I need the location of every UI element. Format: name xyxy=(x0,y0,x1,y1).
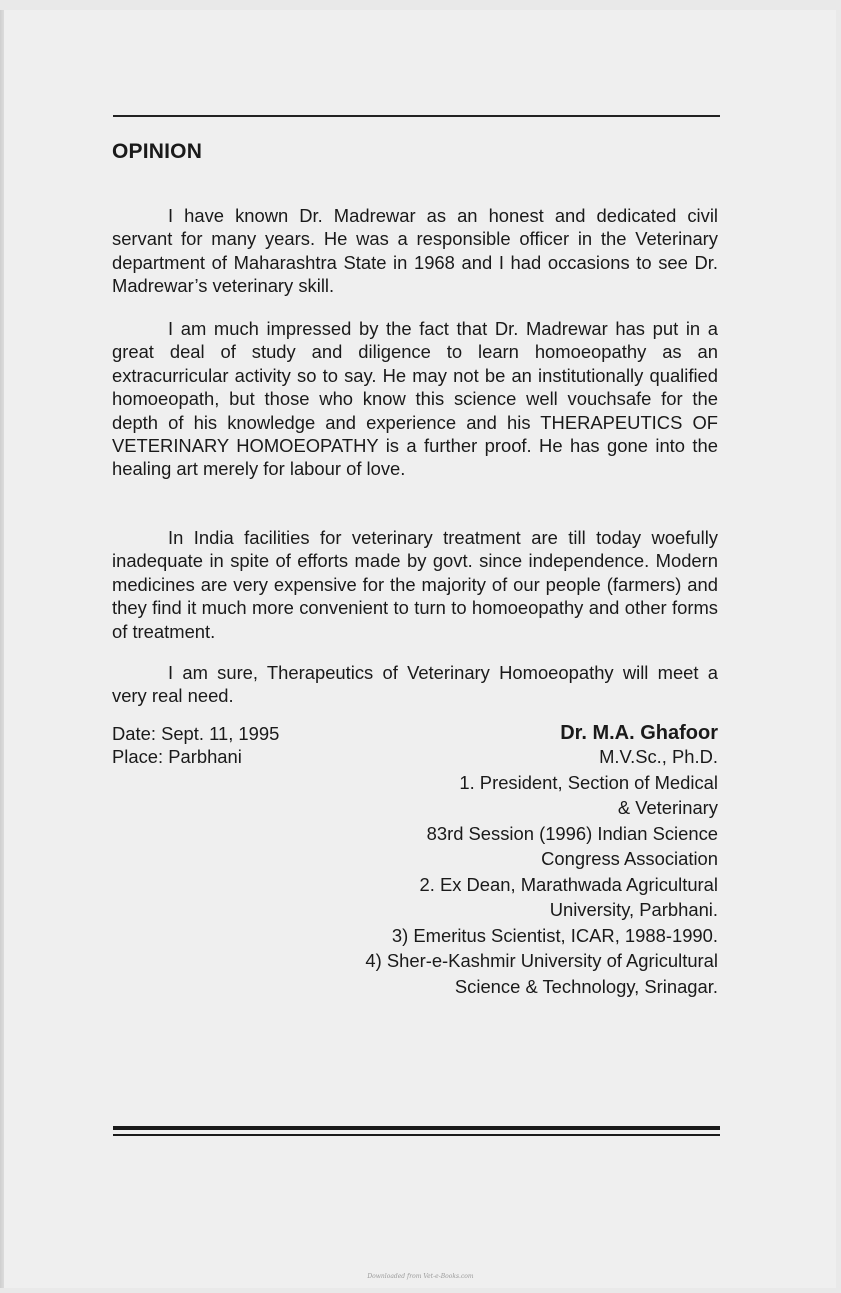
book-page xyxy=(4,10,836,1288)
paragraph-4: I am sure, Therapeutics of Veterinary Homoeopathy will meet a very real need. xyxy=(112,662,718,707)
paragraph-1: I have known Dr. Madrewar as an honest and dedicated civil servant for many years. He was a responsible officer in the Veterinary department of Maharashtra State in 1968 and I had occasions to see Dr. Madrewar’s veterinary skill. xyxy=(112,205,718,297)
bottom-rule-thin xyxy=(113,1134,720,1136)
credential-line: 3) Emeritus Scientist, ICAR, 1988-1990. xyxy=(391,924,718,946)
credential-line: 83rd Session (1996) Indian Science xyxy=(426,822,718,844)
bottom-rule-thick xyxy=(113,1126,720,1130)
credential-line: 1. President, Section of Medical xyxy=(459,771,718,793)
page-heading: OPINION xyxy=(112,140,203,163)
date-place-block xyxy=(112,722,279,769)
signature-block xyxy=(298,722,718,999)
signature-place: Place: Parbhani xyxy=(112,746,242,768)
credential-line: University, Parbhani. xyxy=(549,899,718,920)
credential-line: 2. Ex Dean, Marathwada Agricultural xyxy=(419,873,718,895)
download-watermark: Downloaded from Vet-e-Books.com xyxy=(367,1273,474,1280)
paragraph-2: I am much impressed by the fact that Dr. Madrewar has put in a great deal of study and diligence to learn homoeopathy as an extracurricular activity so to say. He may not be an institutionally qualified homoeopath, but those who know this science well vouchsafe for the depth of his knowledge and experience and his THERAPEUTICS OF VETERINARY HOMOEOPATHY is a further proof. He has gone into the healing art merely for labour of love. xyxy=(112,318,718,480)
top-rule xyxy=(113,115,720,117)
signatory-degrees: M.V.Sc., Ph.D. xyxy=(599,746,718,767)
paragraph-3: In India facilities for veterinary treatment are till today woefully inadequate in spite of efforts made by govt. since independence. Modern medicines are very expensive for the majority of our people (farmers) and they find it much more convenient to turn to homoeopathy and other forms of treatment. xyxy=(112,527,718,642)
signature-date: Date: Sept. 11, 1995 xyxy=(112,723,280,744)
credential-line: & Veterinary xyxy=(617,797,718,818)
credential-line: Congress Association xyxy=(541,848,718,869)
signatory-name: Dr. M.A. Ghafoor xyxy=(560,722,718,744)
credential-line: 4) Sher-e-Kashmir University of Agricultural xyxy=(365,950,718,971)
credential-line: Science & Technology, Srinagar. xyxy=(454,975,718,997)
